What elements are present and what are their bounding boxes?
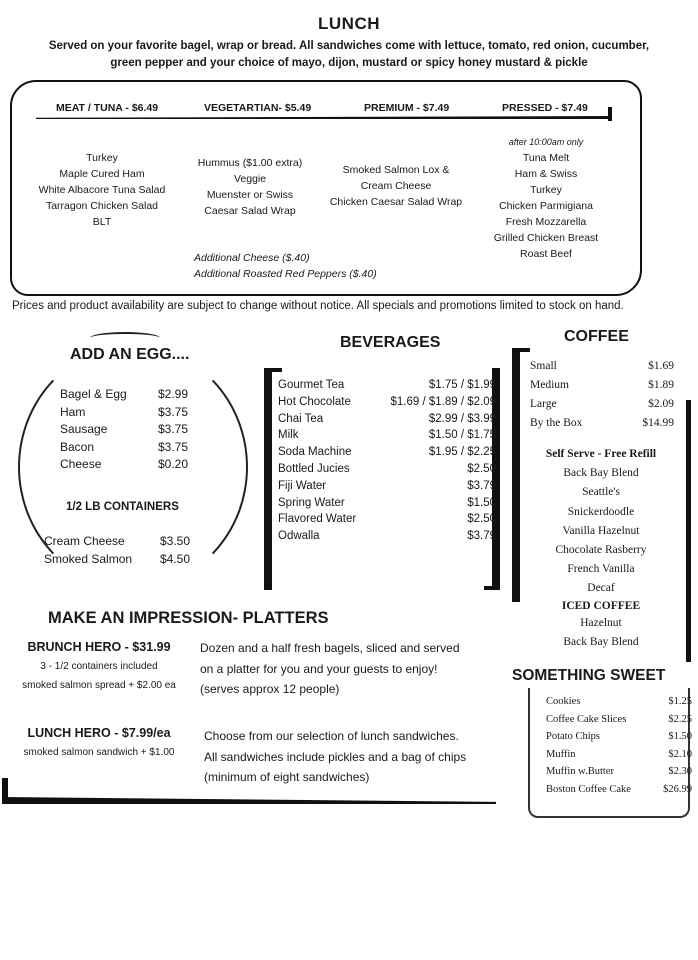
item-price: $2.10 xyxy=(668,748,692,760)
item-name: Muffin w.Butter xyxy=(546,766,614,777)
list-item: Fresh Mozzarella xyxy=(505,216,587,228)
egg-title: ADD AN EGG.... xyxy=(70,346,190,363)
item-price: $2.99 xyxy=(157,387,188,401)
item-name: Spring Water xyxy=(278,496,345,509)
list-item xyxy=(278,444,496,461)
item-name: Hot Chocolate xyxy=(278,395,351,408)
iced-title: ICED COFFEE xyxy=(561,599,641,612)
containers-list xyxy=(44,533,190,568)
desc-line: Choose from our selection of lunch sandwiches. xyxy=(204,729,459,743)
col-header-meat: MEAT / TUNA - $6.49 xyxy=(56,102,159,114)
item-price: $1.25 xyxy=(668,696,692,707)
list-item: Hazelnut xyxy=(580,616,622,629)
item-name: Muffin xyxy=(546,748,576,760)
item-name: Cheese xyxy=(60,457,102,471)
list-item xyxy=(546,781,692,799)
list-item: Snickerdoodle xyxy=(567,505,635,518)
list-item: White Albacore Tuna Salad xyxy=(38,184,166,196)
list-item: Turkey xyxy=(530,184,562,196)
lunch-hero-desc xyxy=(204,726,466,788)
list-item xyxy=(278,377,496,394)
platters-underline xyxy=(2,797,496,804)
list-item: BLT xyxy=(92,216,112,228)
list-item xyxy=(278,528,496,545)
item-name: Bacon xyxy=(60,439,95,454)
pressed-items xyxy=(484,134,608,262)
list-item xyxy=(278,461,496,478)
brunch-hero xyxy=(10,638,188,694)
list-item: Turkey xyxy=(86,152,118,164)
lunch-hero-detail1: smoked salmon sandwich + $1.00 xyxy=(23,747,175,758)
coffee-title: COFFEE xyxy=(564,328,629,345)
desc-line: on a platter for you and your guests to enjoy! xyxy=(200,661,438,676)
meat-items xyxy=(22,150,182,230)
disclaimer: Prices and product availability are subject to change without notice. All specials and promotions limited to stock on hand. xyxy=(12,300,624,312)
egg-arc-top xyxy=(90,332,160,344)
list-item: Decaf xyxy=(587,582,615,595)
desc-line: All sandwiches include pickles and a bag of chips xyxy=(204,749,467,764)
list-item: Vanilla Hazelnut xyxy=(562,524,640,537)
item-name: Fiji Water xyxy=(278,479,327,492)
item-price: $1.69 / $1.89 / $2.09 xyxy=(390,395,496,408)
sweet-title: SOMETHING SWEET xyxy=(512,667,666,684)
lunch-title: LUNCH xyxy=(318,14,380,33)
egg-list xyxy=(60,386,188,474)
item-name: Smoked Salmon xyxy=(44,551,133,566)
item-name: Cookies xyxy=(546,696,581,707)
lunch-hero xyxy=(10,724,188,764)
list-item xyxy=(546,763,692,781)
lunch-hero-name: LUNCH HERO - $7.99/ea xyxy=(27,726,171,740)
list-item xyxy=(44,533,190,551)
item-name: Potato Chips xyxy=(546,731,600,742)
list-item: Tuna Melt xyxy=(522,152,570,164)
item-price: $14.99 xyxy=(642,417,674,429)
containers-title: 1/2 LB CONTAINERS xyxy=(66,501,179,513)
lunch-subtitle-line1: Served on your favorite bagel, wrap or bread. All sandwiches come with lettuce, tomato, red onion, cucumber, xyxy=(48,40,650,52)
header-underline-end xyxy=(608,107,612,121)
list-item: Chicken Caesar Salad Wrap xyxy=(329,196,463,208)
list-item: Tarragon Chicken Salad xyxy=(45,200,159,212)
item-name: By the Box xyxy=(530,417,583,429)
self-serve-title: Self Serve - Free Refill xyxy=(545,448,657,460)
item-name: Milk xyxy=(278,429,299,442)
item-price: $3.75 xyxy=(157,404,188,419)
item-price: $1.69 xyxy=(648,360,674,372)
list-item: Cream Cheese xyxy=(360,180,432,192)
item-name: Bottled Jucies xyxy=(278,462,350,475)
self-serve-list xyxy=(528,445,674,652)
list-item xyxy=(546,711,692,729)
item-price: $2.50 xyxy=(467,513,496,526)
list-item: Ham & Swiss xyxy=(514,168,578,180)
item-price: $3.75 xyxy=(157,422,188,436)
list-item xyxy=(530,357,674,376)
additional-peppers: Additional Roasted Red Peppers ($.40) xyxy=(194,268,377,280)
col-header-premium: PREMIUM - $7.49 xyxy=(364,102,450,114)
item-price: $3.75 xyxy=(157,439,188,454)
item-price: $3.79 xyxy=(467,530,496,543)
item-price: $2.25 xyxy=(668,713,692,725)
item-price: $2.30 xyxy=(668,766,692,777)
platters-title: MAKE AN IMPRESSION- PLATTERS xyxy=(48,609,329,627)
item-price: $1.50 xyxy=(467,496,496,509)
sweet-list xyxy=(546,693,692,798)
additional-cheese: Additional Cheese ($.40) xyxy=(194,252,310,264)
list-item xyxy=(278,411,496,428)
pressed-note: after 10:00am only xyxy=(508,137,584,147)
list-item xyxy=(278,394,496,411)
item-name: Chai Tea xyxy=(278,412,324,425)
item-price: $1.50 xyxy=(668,731,692,742)
item-name: Large xyxy=(530,398,557,410)
item-name: Ham xyxy=(60,404,86,419)
list-item: Maple Cured Ham xyxy=(59,168,145,180)
list-item: Smoked Salmon Lox & xyxy=(342,164,450,176)
brunch-hero-detail1: 3 - 1/2 containers included xyxy=(40,661,158,672)
list-item xyxy=(60,456,188,474)
list-item: French Vanilla xyxy=(567,563,635,576)
list-item: Back Bay Blend xyxy=(563,635,639,648)
item-name: Cream Cheese xyxy=(44,534,125,548)
col-header-veg: VEGETARTIAN- $5.49 xyxy=(204,102,312,114)
item-price: $1.75 / $1.99 xyxy=(428,379,496,391)
additional-notes xyxy=(194,250,377,282)
brunch-hero-name: BRUNCH HERO - $31.99 xyxy=(27,640,171,654)
premium-items xyxy=(318,162,474,210)
item-name: Sausage xyxy=(60,422,108,436)
list-item xyxy=(530,395,674,414)
desc-line: (minimum of eight sandwiches) xyxy=(204,770,370,784)
list-item xyxy=(278,478,496,495)
list-item: Veggie xyxy=(233,173,267,185)
item-name: Gourmet Tea xyxy=(278,379,345,391)
item-name: Soda Machine xyxy=(278,446,352,459)
list-item xyxy=(60,421,188,439)
item-name: Flavored Water xyxy=(278,513,357,526)
list-item xyxy=(44,551,190,569)
lunch-subtitle xyxy=(14,38,684,72)
item-name: Bagel & Egg xyxy=(60,387,127,401)
item-name: Boston Coffee Cake xyxy=(546,783,631,795)
list-item xyxy=(278,511,496,528)
list-item: Chocolate Rasberry xyxy=(555,544,647,557)
item-price: $1.95 / $2.25 xyxy=(428,446,496,459)
list-item xyxy=(546,746,692,764)
desc-line: Dozen and a half fresh bagels, sliced and served xyxy=(200,641,460,655)
item-price: $0.20 xyxy=(157,457,188,471)
beverages-title: BEVERAGES xyxy=(340,334,441,351)
veg-items xyxy=(186,155,314,219)
col-header-pressed: PRESSED - $7.49 xyxy=(502,102,588,114)
brunch-hero-detail2: smoked salmon spread + $2.00 ea xyxy=(22,680,176,691)
item-name: Small xyxy=(530,360,557,372)
item-price: $2.99 / $3.99 xyxy=(428,412,496,425)
list-item xyxy=(546,728,692,746)
item-price: $26.99 xyxy=(663,783,692,795)
list-item: Roast Beef xyxy=(520,248,572,260)
list-item xyxy=(530,376,674,395)
list-item xyxy=(60,386,188,404)
lunch-subtitle-line2: green pepper and your choice of mayo, dijon, mustard or spicy honey mustard & pickle xyxy=(110,57,588,69)
list-item: Hummus ($1.00 extra) xyxy=(197,157,303,169)
list-item: Caesar Salad Wrap xyxy=(204,205,296,217)
item-price: $1.50 / $1.75 xyxy=(428,429,496,442)
list-item: Grilled Chicken Breast xyxy=(493,232,599,244)
list-item: Back Bay Blend xyxy=(563,467,639,480)
item-price: $1.89 xyxy=(648,379,674,391)
item-name: Medium xyxy=(530,379,569,391)
list-item xyxy=(60,404,188,422)
item-price: $3.50 xyxy=(159,534,190,548)
list-item: Muenster or Swiss xyxy=(206,189,294,201)
item-price: $3.79 xyxy=(467,479,496,492)
coffee-bracket-right xyxy=(680,400,691,662)
item-name: Coffee Cake Slices xyxy=(546,713,627,725)
list-item: Chicken Parmigiana xyxy=(499,200,593,212)
list-item: Seattle's xyxy=(582,486,620,499)
item-name: Odwalla xyxy=(278,530,320,543)
item-price: $2.50 xyxy=(467,462,496,475)
coffee-sizes xyxy=(530,357,674,433)
item-price: $4.50 xyxy=(159,551,190,566)
list-item xyxy=(530,414,674,433)
item-price: $2.09 xyxy=(648,398,674,410)
list-item xyxy=(60,439,188,457)
list-item xyxy=(278,427,496,444)
brunch-hero-desc xyxy=(200,638,460,700)
list-item xyxy=(278,495,496,512)
beverages-list xyxy=(278,377,496,545)
desc-line: (serves approx 12 people) xyxy=(200,682,340,696)
list-item xyxy=(546,693,692,711)
